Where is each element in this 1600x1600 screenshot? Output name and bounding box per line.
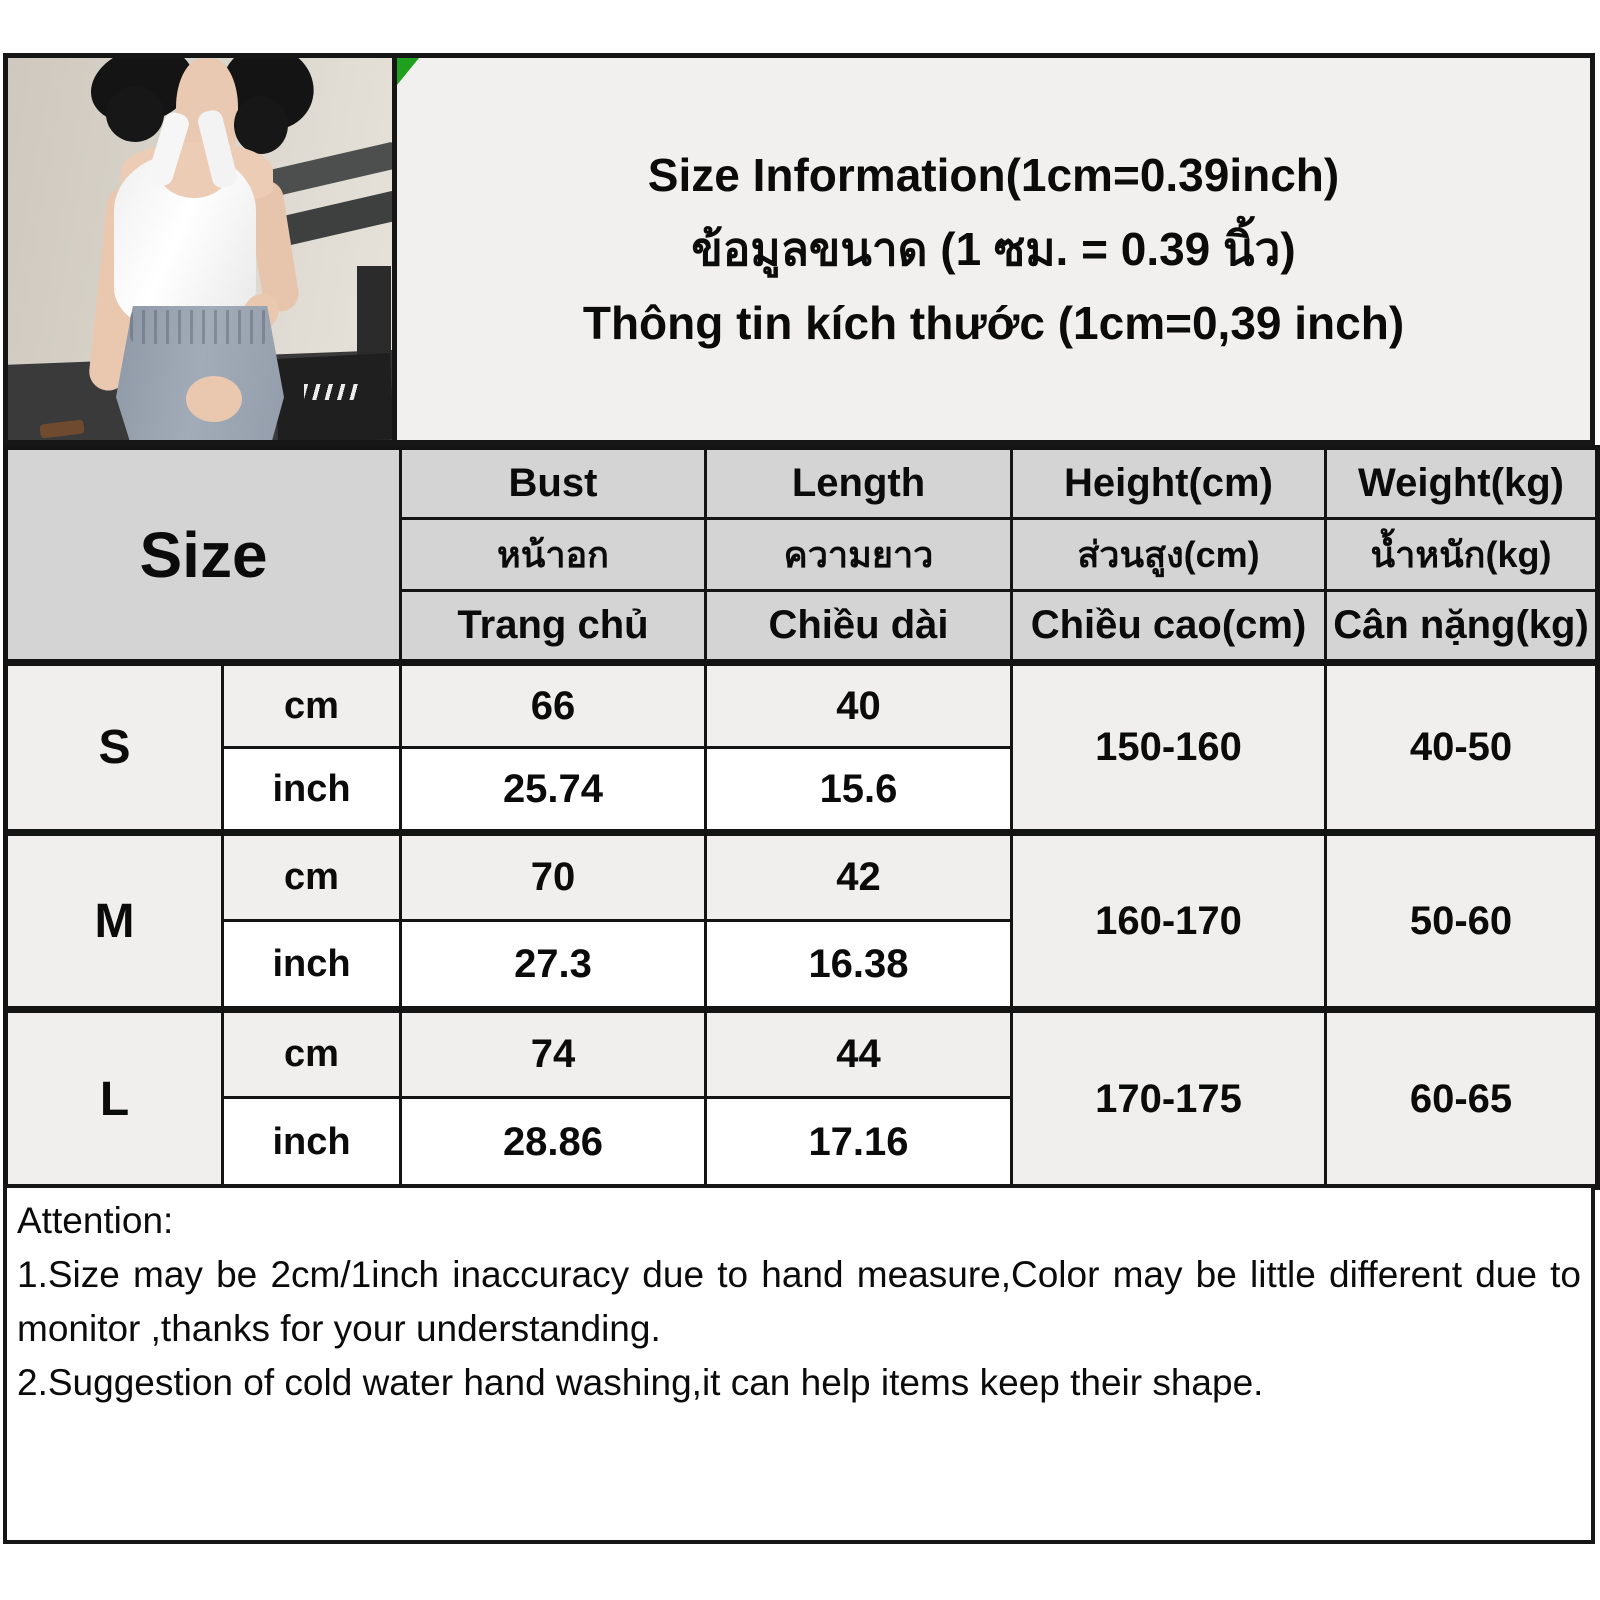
length-header-en: Length [706,448,1012,519]
attention-note-2: 2.Suggestion of cold water hand washing,it can help items keep their shape. [17,1362,1264,1403]
bust-inch-value: 25.74 [401,748,706,833]
weight-header-vi: Cân nặng(kg) [1326,591,1598,663]
title-english: Size Information(1cm=0.39inch) [647,149,1340,201]
size-row-letter: S [6,663,223,833]
product-photo [8,58,397,440]
treadmill-logo-marks [304,384,362,400]
bust-inch-value: 27.3 [401,921,706,1010]
size-table [3,445,1600,1190]
bust-inch-value: 28.86 [401,1098,706,1188]
header-section [3,53,1595,445]
length-inch-value: 17.16 [706,1098,1012,1188]
weight-range-value: 40-50 [1326,663,1598,833]
bust-cm-value: 70 [401,833,706,921]
attention-box [3,1184,1595,1544]
unit-cell-inch: inch [223,1098,401,1188]
length-cm-value: 44 [706,1010,1012,1098]
model-hands-shape [186,376,242,422]
length-header-th: ความยาว [706,519,1012,591]
weight-range-value: 50-60 [1326,833,1598,1010]
height-range-value: 170-175 [1012,1010,1326,1188]
title-panel [397,58,1590,440]
height-header-en: Height(cm) [1012,448,1326,519]
unit-cell-cm: cm [223,663,401,748]
model-hair-shape [234,96,288,154]
height-header-th: ส่วนสูง(cm) [1012,519,1326,591]
length-inch-value: 15.6 [706,748,1012,833]
weight-range-value: 60-65 [1326,1010,1598,1188]
size-row-letter: M [6,833,223,1010]
length-cm-value: 40 [706,663,1012,748]
height-range-value: 160-170 [1012,833,1326,1010]
unit-cell-inch: inch [223,921,401,1010]
shorts-waistband-shape [130,310,270,344]
length-inch-value: 16.38 [706,921,1012,1010]
size-row-letter: L [6,1010,223,1188]
bust-header-vi: Trang chủ [401,591,706,663]
unit-cell-cm: cm [223,833,401,921]
weight-header-en: Weight(kg) [1326,448,1598,519]
weight-header-th: น้ำหนัก(kg) [1326,519,1598,591]
title-vietnamese: Thông tin kích thước (1cm=0,39 inch) [582,297,1405,349]
height-header-vi: Chiều cao(cm) [1012,591,1326,663]
size-column-header: Size [6,448,401,663]
title-thai: ข้อมูลขนาด (1 ซม. = 0.39 นิ้ว) [691,223,1296,275]
attention-note-1: 1.Size may be 2cm/1inch inaccuracy due to hand measure,Color may be little different due to monitor ,thanks for your understanding. [17,1254,1581,1349]
height-range-value: 150-160 [1012,663,1326,833]
bust-header-th: หน้าอก [401,519,706,591]
unit-cell-inch: inch [223,748,401,833]
bust-header-en: Bust [401,448,706,519]
green-corner-marker-icon [397,58,419,85]
length-cm-value: 42 [706,833,1012,921]
bust-cm-value: 66 [401,663,706,748]
model-hair-shape [106,86,164,142]
attention-heading: Attention: [17,1200,174,1241]
length-header-vi: Chiều dài [706,591,1012,663]
bust-cm-value: 74 [401,1010,706,1098]
unit-cell-cm: cm [223,1010,401,1098]
